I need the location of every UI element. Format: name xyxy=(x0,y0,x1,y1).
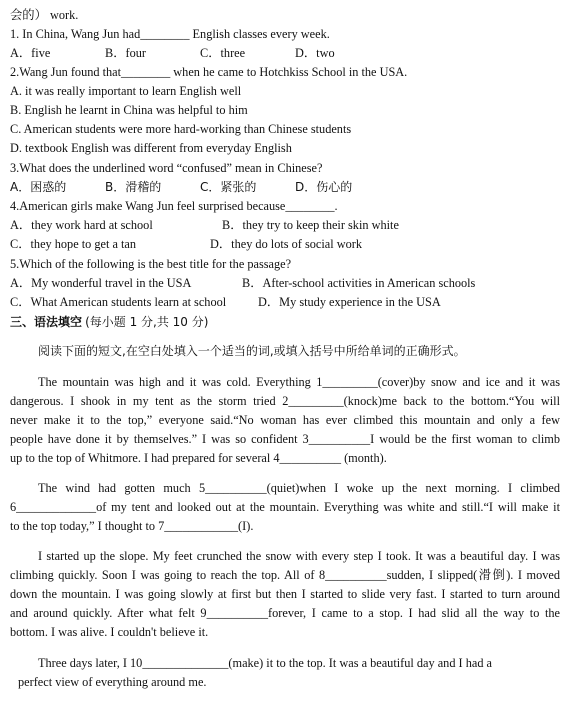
passage-line: The mountain was high and it was cold. Everything 1_________(cover)by snow and ice and it was xyxy=(38,375,560,389)
q1-option-b: B．four xyxy=(105,46,146,60)
q4-stem: 4.American girls make Wang Jun feel surprised because________. xyxy=(10,199,338,213)
q3-option-a: A．困惑的 xyxy=(10,180,67,194)
passage-line: to the top today,” I thought to 7____________(I). xyxy=(10,519,254,533)
q5-stem: 5.Which of the following is the best title for the passage? xyxy=(10,257,292,271)
section3-note: (每小题 1 分,共 10 分) xyxy=(85,315,209,329)
top-fragment: 会的） work. xyxy=(10,8,79,22)
q5-option-c: C．What American students learn at school xyxy=(10,295,227,309)
passage-paragraph-2 xyxy=(10,479,560,536)
passage-line: up to the top of Whitmore. I had prepared for several 4__________ (month). xyxy=(10,451,387,465)
passage-line: people have done it by themselves.” I was so confident 3__________I would be the first woman to climb xyxy=(10,432,560,446)
passage-line: bottom. I was alive. I couldn't believe it. xyxy=(10,625,209,639)
q5-option-a: A．My wonderful travel in the USA xyxy=(10,276,192,290)
q5-option-d: D．My study experience in the USA xyxy=(258,295,441,309)
q3-option-d: D．伤心的 xyxy=(295,180,353,194)
passage-line: perfect view of everything around me. xyxy=(18,675,207,689)
passage-line: and around quickly. After what felt 9__________forever, I came to a stop. I had slid all the way to the xyxy=(10,606,560,620)
section3-title: 三、语法填空 xyxy=(10,315,83,329)
q1-stem: 1. In China, Wang Jun had________ English classes every week. xyxy=(10,27,330,41)
section3-heading xyxy=(10,314,208,330)
q2-option-c: C. American students were more hard-working than Chinese students xyxy=(10,122,352,136)
q4-option-a: A．they work hard at school xyxy=(10,218,153,232)
q4-option-b: B．they try to keep their skin white xyxy=(222,218,399,232)
q5-option-b: B．After-school activities in American schools xyxy=(242,276,476,290)
passage-line: Three days later, I 10______________(make) it to the top. It was a beautiful day and I had a xyxy=(38,656,493,670)
q2-option-b: B. English he learnt in China was helpful to him xyxy=(10,103,248,117)
q1-option-d: D．two xyxy=(295,46,335,60)
passage-line: dangerous. I shook in my tent as the storm tried 2_________(knock)me back to the bottom.“You will xyxy=(10,394,560,408)
passage-paragraph-3 xyxy=(10,547,560,642)
q4-option-d: D．they do lots of social work xyxy=(210,237,362,251)
passage-paragraph-4 xyxy=(10,654,560,692)
q2-option-a: A. it was really important to learn English well xyxy=(10,84,242,98)
passage-line: I started up the slope. My feet crunched the snow with every step I took. It was a beautiful day. I was xyxy=(38,549,560,563)
passage-line: never make it to the top,” everyone said.“No woman has ever climbed this mountain and only a few xyxy=(10,413,560,427)
q3-option-b: B．滑稽的 xyxy=(105,180,162,194)
q1-option-c: C．three xyxy=(200,46,246,60)
q2-option-d: D. textbook English was different from everyday English xyxy=(10,141,292,155)
passage-line: The wind had gotten much 5__________(quiet)when I woke up the next morning. I climbed xyxy=(38,481,560,495)
passage-paragraph-1 xyxy=(10,373,560,468)
q3-stem: 3.What does the underlined word “confused” mean in Chinese? xyxy=(10,161,323,175)
q4-option-c: C．they hope to get a tan xyxy=(10,237,137,251)
passage-line: climbing quickly. Soon I was going to reach the top. All of 8__________sudden, I slipped(滑倒). I moved xyxy=(10,568,560,582)
section3-instruction: 阅读下面的短文,在空白处填入一个适当的词,或填入括号中所给单词的正确形式。 xyxy=(38,344,466,358)
q2-stem: 2.Wang Jun found that________ when he came to Hotchkiss School in the USA. xyxy=(10,65,408,79)
q1-option-a: A．five xyxy=(10,46,51,60)
passage-line: down the mountain. I was going slowly at first but then I started to slide very fast. I started to turn around xyxy=(10,587,560,601)
passage-line: 6_____________of my tent and looked out at the mountain. Everything was white and still.“I will make it xyxy=(10,500,560,514)
q3-option-c: C．紧张的 xyxy=(200,180,257,194)
